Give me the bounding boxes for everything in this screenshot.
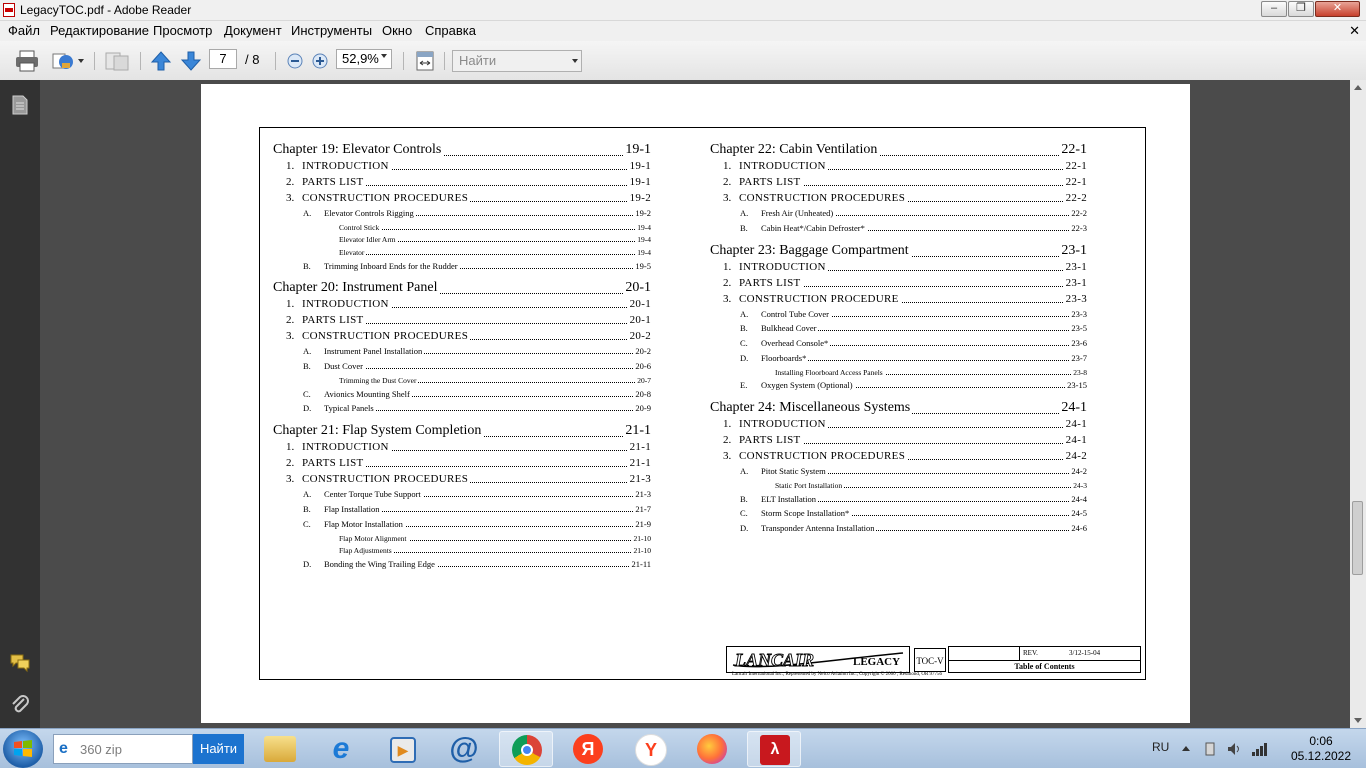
toc-entry-number: D. [303,558,312,569]
toc-entry [739,292,1087,306]
scroll-up-icon[interactable] [1354,85,1362,90]
toc-entry-number: D. [740,353,749,363]
toc-entry-number: D. [303,403,312,414]
toc-entry-page: 22-2 [1065,192,1087,204]
toc-entry-page: 19-2 [635,208,651,218]
toc-entry-title: INTRODUCTION [302,441,389,454]
toc-entry-title: Instrument Panel Installation [324,346,423,357]
toc-entry-number: 1. [723,260,732,273]
toc-entry-title: CONSTRUCTION PROCEDURES [739,450,906,463]
toc-entry-title: Installing Floorboard Access Panels [775,367,883,377]
print-icon[interactable] [15,50,39,72]
toc-entry-title: Dust Cover [324,361,363,372]
close-document-icon[interactable]: ✕ [1349,23,1360,38]
taskbar-internet-explorer[interactable] [314,731,368,767]
toc-entry-page: 19-1 [629,160,651,172]
window-title: LegacyTOC.pdf - Adobe Reader [20,3,192,17]
toc-entry [302,472,651,486]
toc-entry-title: Transponder Antenna Installation [761,523,875,534]
toc-entry-title: Pitot Static System [761,466,826,477]
toc-entry-number: 3. [286,192,295,204]
share-icon[interactable] [51,50,77,72]
title-bar [0,0,1366,21]
toc-entry-page: 19-4 [637,222,651,232]
toc-entry-number: 3. [723,292,732,305]
toc-entry-number: E. [740,380,748,391]
toc-entry [761,207,1087,219]
toc-entry [302,175,651,189]
toc-entry-number: 2. [723,434,732,447]
toc-entry [324,488,651,500]
toc-entry-page: 22-3 [1071,222,1087,233]
taskbar-firefox[interactable] [685,731,739,767]
toc-entry-number: B. [740,222,748,233]
toc-entry-page: 20-2 [635,346,651,357]
toc-entry-title: Trimming Inboard Ends for the Rudder [324,260,458,271]
toc-entry [324,402,651,414]
toc-entry-title: Center Torque Tube Support [324,489,421,500]
toc-entry-title: Cabin Heat*/Cabin Defroster* [761,222,865,233]
toc-entry-page: 21-3 [635,489,651,500]
toolbar-separator [444,52,445,70]
start-button[interactable] [3,730,43,768]
toc-entry [324,360,651,372]
toc-entry-number: C. [740,338,748,349]
toc-entry-title: INTRODUCTION [739,260,826,273]
close-button[interactable]: ✕ [1315,1,1360,17]
toc-entry [324,518,651,530]
toc-entry-number: C. [740,508,748,519]
menu-document[interactable]: Документ [224,23,282,38]
internet-explorer-icon: e [332,732,350,765]
toc-entry-title: CONSTRUCTION PROCEDURE [739,292,899,305]
clock-time: 0:06 [1309,734,1333,748]
toc-entry-page: 19-5 [635,260,651,271]
toc-entry-page: 24-6 [1071,523,1087,534]
minimize-button[interactable]: – [1261,1,1287,17]
copyright-line: Lancair International Inc., Represented by Neico Aviation Inc., Copyright © 2000 , Redmond, OR 97756 [732,672,943,677]
toc-entry-title: Oxygen System (Optional) [761,380,853,391]
lancair-legacy-logo [726,646,910,673]
toc-entry [761,352,1087,364]
toc-entry-page: 19-1 [629,176,651,188]
toc-entry-page: 20-6 [635,361,651,372]
menu-edit[interactable]: Редактирование [50,23,150,38]
toc-entry-page: 23-1 [1065,276,1087,289]
toc-entry-page: 24-1 [1061,400,1087,416]
toc-entry-page: 21-10 [633,546,651,556]
toc-entry [339,222,651,233]
toc-entry [739,159,1087,173]
toc-entry-page: 22-1 [1065,160,1087,172]
toc-entry-page: 23-1 [1065,260,1087,273]
toc-chapter-heading [710,242,1087,260]
taskbar-chrome[interactable] [499,731,553,767]
menu-tools[interactable]: Инструменты [291,23,373,38]
network-signal-icon[interactable] [1251,741,1269,757]
toc-entry-page: 21-1 [629,457,651,470]
toc-entry [302,440,651,454]
toc-dot-leader [761,360,1087,361]
toc-chapter-heading [710,399,1087,417]
toc-entry-title: CONSTRUCTION PROCEDURES [739,192,906,204]
toc-entry-number: 3. [286,473,295,486]
toolbar [0,41,1366,81]
menu-file[interactable]: Файл [8,23,40,38]
page-number-input[interactable]: 7 [209,49,237,69]
taskbar-yandex[interactable] [561,731,615,767]
toc-entry [339,545,651,556]
toc-chapter-heading [273,279,651,297]
toc-entry-title: Chapter 23: Baggage Compartment [710,242,909,258]
toc-entry-number: 1. [723,418,732,431]
toc-entry [761,308,1087,320]
taskbar-search-button[interactable]: Найти [193,734,244,764]
find-input[interactable]: Найти [452,50,582,72]
menu-view[interactable]: Просмотр [153,23,213,38]
toc-entry-number: 3. [286,330,295,343]
toc-entry-page: 24-2 [1071,466,1087,477]
toc-entry [302,159,651,173]
toc-entry-title: PARTS LIST [739,434,801,447]
toc-entry-title: Elevator [339,248,365,257]
toc-dot-leader [339,254,651,255]
menu-window[interactable]: Окно [382,23,413,38]
toc-entry-page: 24-2 [1065,450,1087,463]
page-total: / 8 [245,52,260,67]
toc-entry-number: 1. [723,160,732,172]
mail-at-icon: @ [449,732,479,765]
toc-entry-page: 22-1 [1061,142,1087,157]
toc-entry-page: 24-5 [1071,508,1087,519]
revision-block [948,646,1141,673]
language-indicator[interactable]: RU [1152,740,1170,754]
toc-entry-title: PARTS LIST [302,314,364,327]
logo-model-text: LEGACY [853,656,901,668]
toc-entry-number: 1. [286,160,295,172]
toc-entry-title: Avionics Mounting Shelf [324,388,410,399]
toc-entry [302,456,651,470]
attachments-icon[interactable] [9,694,31,716]
show-hidden-icons-icon[interactable] [1181,744,1191,752]
toc-entry [775,480,1087,491]
toc-entry-title: Chapter 19: Elevator Controls [273,142,442,157]
toc-entry-title: Flap Installation [324,504,380,514]
toc-entry-page: 24-1 [1065,434,1087,447]
toc-entry-title: Bonding the Wing Trailing Edge [324,558,435,569]
toc-entry [324,388,651,400]
toc-entry-title: Control Tube Cover [761,308,830,319]
toc-entry-title: Overhead Console* [761,338,829,349]
toc-entry-number: A. [740,208,749,218]
toc-entry [302,329,651,343]
adobe-reader-app-icon [3,3,15,17]
toc-entry [739,191,1087,205]
toc-entry-number: B. [740,323,748,334]
toolbar-separator [140,52,141,70]
clock-date: 05.12.2022 [1290,749,1352,763]
folder-icon [264,736,296,762]
toc-entry-title: INTRODUCTION [302,298,389,311]
find-dropdown-icon[interactable] [572,59,578,63]
page-thumbnails-icon[interactable] [9,94,31,116]
toc-entry-page: 22-1 [1065,176,1087,188]
adobe-reader-icon: λ [760,735,790,765]
toc-entry-number: A. [303,346,312,357]
toc-entry-page: 21-11 [631,558,651,569]
firefox-icon [697,734,727,764]
toc-entry-number: A. [740,308,749,319]
taskbar [0,728,1366,768]
toc-entry-title: Chapter 20: Instrument Panel [273,280,438,296]
taskbar-yandex-browser[interactable] [623,731,677,767]
toc-entry-title: ELT Installation [761,493,817,504]
toc-entry [302,191,651,205]
windows-logo-icon [13,739,33,759]
yandex-browser-icon: Y [635,734,667,766]
menu-help[interactable]: Справка [425,23,476,38]
clock[interactable] [1290,734,1352,764]
toc-entry-page: 23-6 [1071,338,1087,349]
toc-entry [739,433,1087,447]
toolbar-separator [403,52,404,70]
toc-entry-page: 20-7 [637,376,651,385]
toc-entry-title: Chapter 21: Flap System Completion [273,423,482,439]
toc-entry-number: 1. [286,441,295,454]
toc-entry-number: B. [303,260,311,271]
toc-entry-title: INTRODUCTION [739,418,826,431]
toc-entry-title: Trimming the Dust Cover [339,376,417,385]
toc-entry-page: 22-2 [1071,208,1087,218]
next-page-icon[interactable] [180,50,202,72]
toc-entry-page: 24-1 [1065,418,1087,431]
toc-entry-number: C. [303,388,311,399]
zoom-level-select[interactable]: 52,9% [336,49,392,69]
toc-entry-title: INTRODUCTION [302,160,389,172]
toolbar-separator [275,52,276,70]
zoom-dropdown-icon[interactable] [381,54,387,58]
toc-entry [339,375,651,386]
toc-entry-page: 23-5 [1071,323,1087,334]
toolbar-separator [94,52,95,70]
toc-entry [739,276,1087,290]
toc-entry-number: 2. [723,176,732,188]
toc-entry-title: PARTS LIST [302,176,364,188]
toc-entry-title: Flap Adjustments [339,546,392,556]
toc-entry-number: B. [740,493,748,504]
toc-entry [339,234,651,245]
toc-dot-leader [339,229,651,230]
toc-entry-page: 23-8 [1073,367,1087,377]
toc-entry-page: 20-8 [635,388,651,399]
toc-entry [739,260,1087,274]
toc-entry-page: 24-4 [1071,493,1087,504]
toc-entry [339,533,651,544]
toc-entry-title: Flap Motor Installation [324,518,403,529]
toc-entry-page: 23-7 [1071,353,1087,363]
toc-entry-title: Bulkhead Cover [761,323,817,334]
toc-entry-title: INTRODUCTION [739,160,826,172]
toc-entry-page: 19-1 [625,142,651,157]
toc-entry-title: CONSTRUCTION PROCEDURES [302,330,469,343]
toc-entry-title: Floorboards* [761,353,807,363]
toc-entry-number: C. [303,518,311,529]
search-placeholder: 360 zip [80,742,122,757]
toc-entry [324,345,651,357]
revision-value: 3/12-15-04 [1069,649,1101,657]
toc-chapter-heading [273,141,651,159]
scroll-down-icon[interactable] [1354,718,1362,723]
previous-page-icon[interactable] [150,50,172,72]
section-title: Table of Contents [1014,662,1075,671]
toc-entry-page: 20-1 [625,280,651,296]
zoom-in-icon[interactable] [311,52,329,70]
menu-bar [0,21,1366,41]
taskbar-adobe-reader[interactable] [747,731,801,767]
toc-entry [739,449,1087,463]
toc-entry-number: D. [740,523,749,534]
taskbar-media-player[interactable] [375,731,429,767]
chrome-icon [512,735,542,765]
toc-entry-number: 2. [286,176,295,188]
toc-entry-page: 20-1 [629,298,651,311]
toc-entry-page: 21-1 [625,423,651,439]
toc-entry-title: Fresh Air (Unheated) [761,208,834,218]
comments-icon[interactable] [9,652,31,674]
toc-entry-number: 3. [723,450,732,463]
vertical-scrollbar[interactable] [1350,80,1366,728]
toc-entry-title: PARTS LIST [739,276,801,289]
collaborate-icon [104,50,130,72]
toc-entry [324,207,651,219]
taskbar-mail[interactable] [437,731,491,767]
toc-chapter-heading [273,422,651,440]
toc-entry-title: Chapter 24: Miscellaneous Systems [710,400,911,416]
toc-entry-number: 2. [286,457,295,470]
search-engine-icon: e [59,740,68,757]
toc-entry [324,503,651,515]
toc-entry [739,175,1087,189]
toc-entry [739,417,1087,431]
toc-entry-page: 21-1 [629,441,651,454]
toc-entry-page: 24-3 [1073,481,1087,490]
toc-entry-title: Control Stick [339,222,380,232]
toc-dot-leader [324,368,651,369]
logo-text: LANCAIR [735,650,815,670]
toc-entry-page: 20-2 [629,330,651,343]
toc-entry-number: A. [740,466,749,477]
toc-entry [761,507,1087,519]
toc-entry [761,522,1087,534]
toc-entry-page: 20-1 [629,314,651,327]
toc-entry-page: 21-10 [633,533,651,543]
removable-device-icon[interactable] [1203,741,1217,757]
toc-entry-page: 21-3 [629,473,651,486]
toc-entry-page: 19-4 [637,248,651,257]
toc-entry [324,558,651,570]
zoom-out-icon[interactable] [286,52,304,70]
toc-entry-number: B. [303,361,311,372]
toc-entry [761,465,1087,477]
toc-entry-page: 21-7 [635,504,651,514]
toc-entry-title: Static Port Installation [775,481,843,490]
scroll-thumb[interactable] [1352,501,1363,575]
toc-entry-title: Elevator Idler Arm [339,235,396,245]
toc-entry [761,493,1087,505]
toc-entry [761,322,1087,334]
document-code: TOC-V [914,648,946,672]
toc-entry [775,367,1087,378]
media-player-icon: ▶ [390,737,416,763]
toc-chapter-heading [710,141,1087,159]
toc-entry-title: PARTS LIST [739,176,801,188]
toc-entry [761,222,1087,234]
yandex-icon: Я [573,734,603,764]
toc-entry-page: 19-2 [629,192,651,204]
toc-entry-number: 3. [723,192,732,204]
taskbar-explorer[interactable] [252,731,306,767]
toc-entry [761,379,1087,391]
maximize-button[interactable]: ❐ [1288,1,1314,17]
toc-entry-number: B. [303,504,311,514]
toc-entry-title: PARTS LIST [302,457,364,470]
toc-entry-page: 23-1 [1061,242,1087,258]
fit-page-icon[interactable] [414,50,436,72]
toc-entry-page: 23-3 [1071,308,1087,319]
volume-icon[interactable] [1226,741,1242,757]
toc-entry [324,260,651,272]
revision-label: REV. [1023,649,1038,657]
toc-entry [302,297,651,311]
toc-entry-title: Chapter 22: Cabin Ventilation [710,142,878,157]
toc-entry [339,247,651,258]
toc-entry-number: 2. [286,314,295,327]
taskbar-search-input[interactable] [53,734,193,764]
toc-entry-number: 2. [723,276,732,289]
toc-entry [302,313,651,327]
toc-entry-page: 21-9 [635,518,651,529]
toc-entry-page: 23-3 [1065,292,1087,305]
toc-entry-number: A. [303,208,312,218]
toc-entry-page: 20-9 [635,403,651,414]
toc-entry [761,337,1087,349]
toc-entry-title: CONSTRUCTION PROCEDURES [302,192,469,204]
share-dropdown-icon[interactable] [78,59,84,63]
toc-entry-title: Storm Scope Installation* [761,508,850,519]
toc-entry-title: Flap Motor Alignment [339,533,407,543]
toc-entry-page: 19-4 [637,235,651,245]
toc-entry-title: CONSTRUCTION PROCEDURES [302,473,469,486]
navigation-pane [0,80,40,728]
toc-entry-number: 1. [286,298,295,311]
toc-entry-title: Typical Panels [324,403,374,414]
toc-entry-page: 23-15 [1067,380,1087,391]
toc-entry-title: Elevator Controls Rigging [324,208,414,218]
toc-entry-number: A. [303,489,312,500]
